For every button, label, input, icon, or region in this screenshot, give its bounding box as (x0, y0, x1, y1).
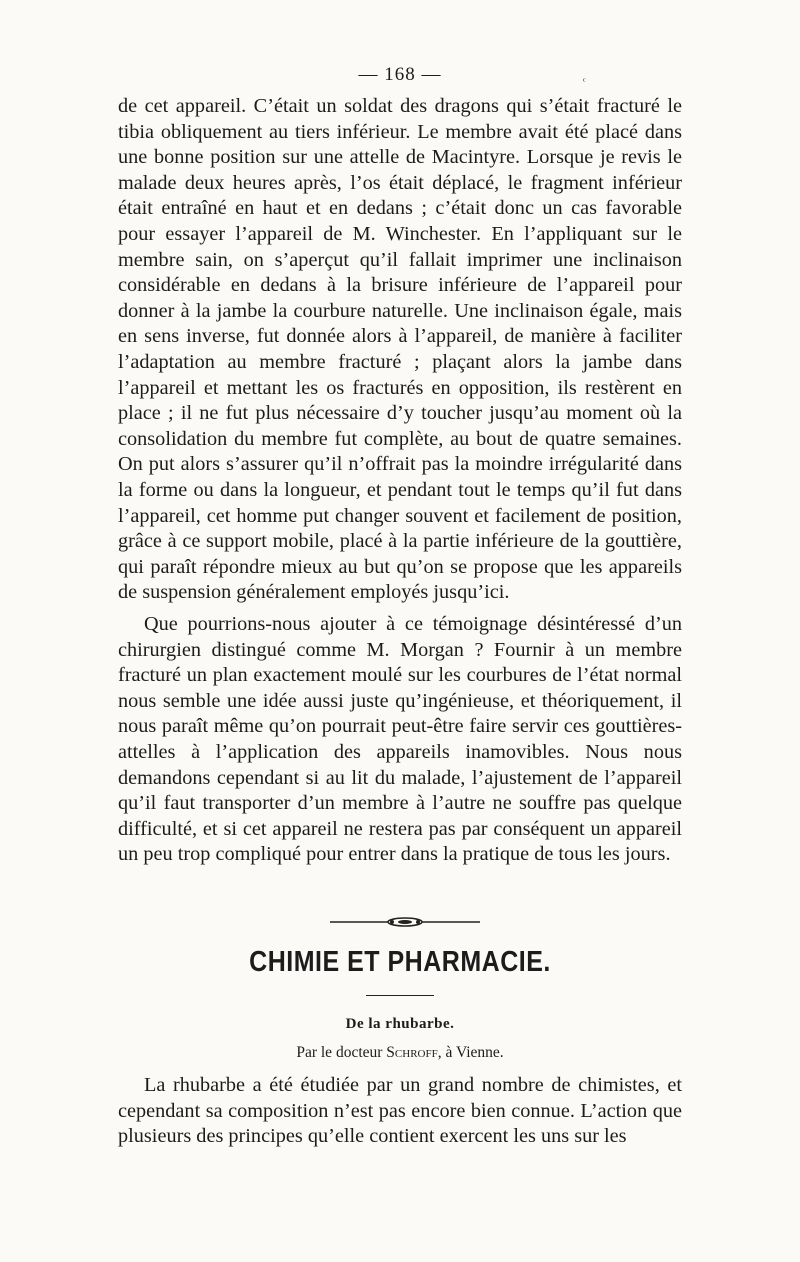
section-title: CHIMIE ET PHARMACIE. (249, 945, 551, 979)
article-title: De la rhubarbe. (345, 1016, 455, 1032)
text-block-article (118, 1073, 682, 1150)
byline-author: Schroff (386, 1044, 438, 1061)
title-rule (366, 995, 434, 996)
paragraph-commentary: Que pourrions-nous ajouter à ce témoignage désintéressé d’un chirurgien distingué comme M. Morgan ? Fournir à un membre fracturé un plan exactement moulé sur les courbures de l’état normal nous semble une idée aussi juste qu’ingénieuse, et théoriquement, il nous paraît même qu’on pourrait peut-être faire servir ces gouttières-attelles à l’application des appareils inamovibles. Nous nous demandons cependant si au lit du malade, l’ajustement de l’appareil qu’il faut transporter d’un membre à l’autre ne souffre pas quelque difficulté, et si cet appareil ne restera pas par conséquent un appareil un peu trop compliqué pour entrer dans la pratique de tous les jours. (118, 613, 682, 866)
byline-suffix: , à Vienne. (437, 1044, 504, 1061)
byline-prefix: Par le docteur (296, 1044, 387, 1061)
ornament-divider (330, 915, 480, 929)
text-block-top (118, 94, 682, 606)
paragraph-continued: de cet appareil. C’était un soldat des dragons qui s’était fracturé le tibia obliquement au tiers inférieur. Le membre avait été placé dans une bonne position sur une attelle de Macintyre. Lorsque je revis le malade deux heures après, l’os était déplacé, le fragment inférieur était entraîné en haut et en dedans ; c’était donc un cas favorable pour essayer l’appareil de M. Winchester. En l’appliquant sur le membre sain, on s’aperçut qu’il fallait imprimer une inclinaison considérable en dedans à la brisure inférieure de l’appareil pour donner à la jambe la courbure naturelle. Une inclinaison égale, mais en sens inverse, fut donnée alors à l’appareil, de manière à faciliter l’adaptation au membre fracturé ; plaçant alors la jambe dans l’appareil et mettant les os fracturés en opposition, ils restèrent en place ; il ne fut plus nécessaire d’y toucher jusqu’au moment où la consolidation du membre fut complète, au bout de quatre semaines. On put alors s’assurer qu’il n’offrait pas la moindre irrégularité dans la forme ou dans la longueur, et pendant tout le temps qu’il fut dans l’appareil, cet homme put changer souvent et facilement de position, grâce à ce support mobile, placé à la partie inférieure de la gouttière, qui paraît répondre mieux au but qu’on se propose que les appareils de suspension généralement employés jusqu’ici. (118, 95, 682, 604)
stray-mark: ᶜ (583, 76, 586, 87)
text-block-commentary (118, 612, 682, 868)
article-byline (0, 1044, 800, 1062)
page-number: — 168 — (358, 64, 442, 85)
paragraph-article: La rhubarbe a été étudiée par un grand nombre de chimistes, et cependant sa composition n’est pas encore bien connue. L’action que plusieurs des principes qu’elle contient exercent les uns sur les (118, 1074, 682, 1148)
